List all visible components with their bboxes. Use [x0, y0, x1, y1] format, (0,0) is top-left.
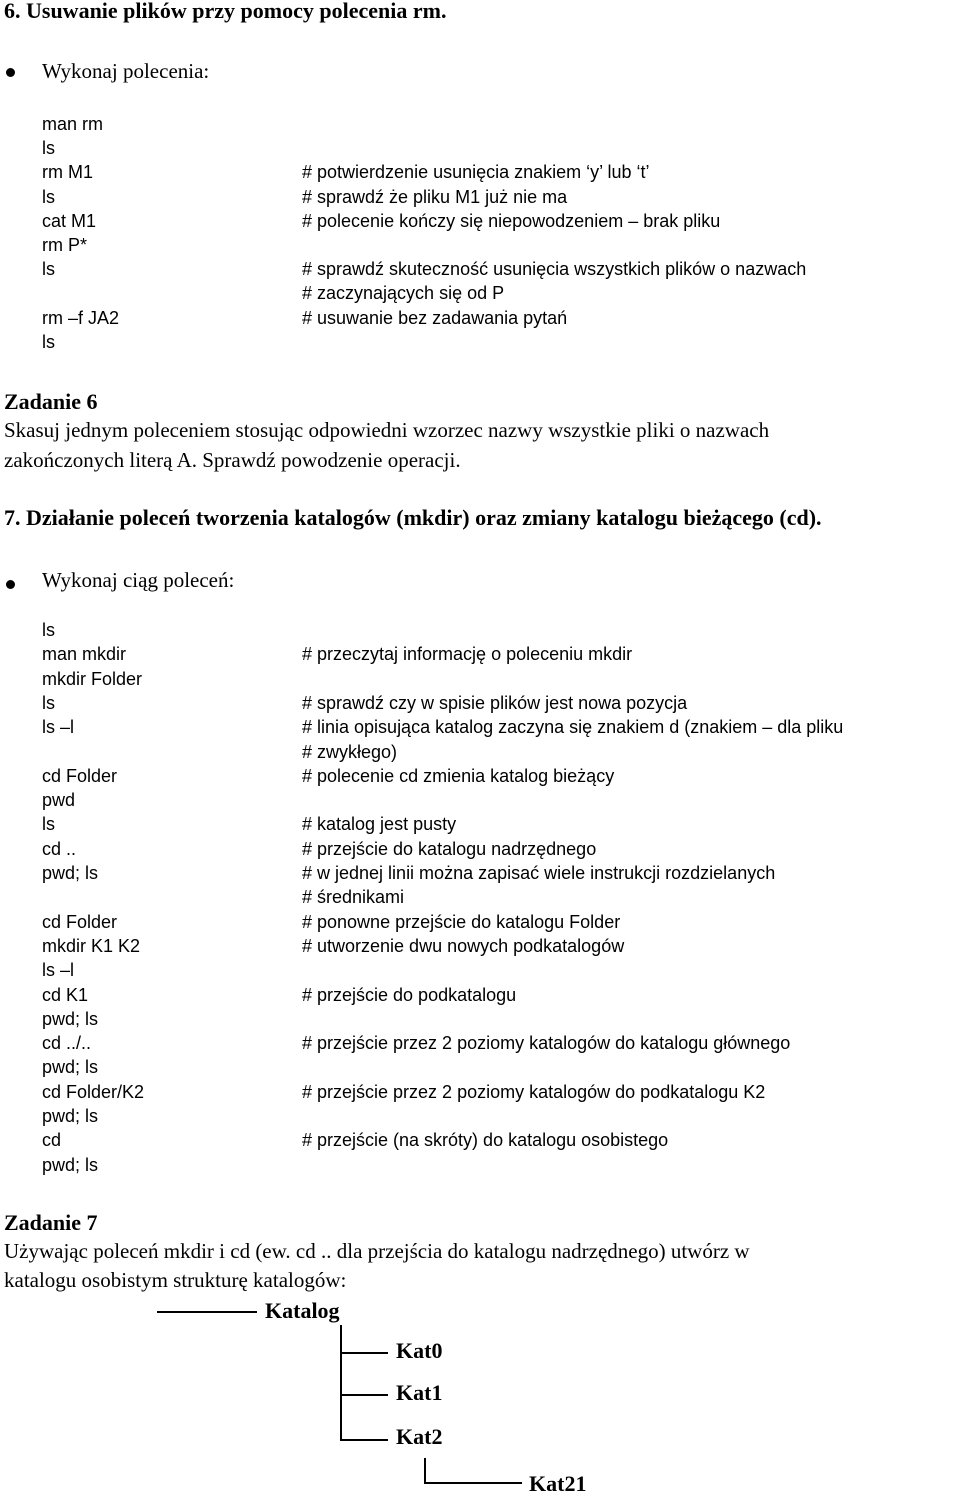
command-text: pwd; ls: [42, 1106, 99, 1126]
command-text: rm M1: [42, 162, 93, 183]
tree-connector: [424, 1482, 522, 1484]
command-comment: # sprawdź czy w spisie plików jest nowa pozycja: [302, 692, 688, 713]
zadanie-7-title: Zadanie 7: [4, 1210, 98, 1235]
tree-root-label: Katalog: [265, 1298, 340, 1323]
command-comment: # polecenie kończy się niepowodzeniem – brak pliku: [302, 210, 721, 231]
tree-child-kat1: Kat1: [396, 1380, 443, 1405]
command-text: cd: [42, 1130, 62, 1151]
command-text: mkdir Folder: [42, 668, 143, 689]
command-text: cd Folder: [42, 765, 118, 786]
command-text: ls: [42, 259, 55, 280]
command-comment: # przejście do katalogu nadrzędnego: [302, 838, 597, 859]
command-text: ls: [42, 620, 55, 640]
tree-connector: [340, 1439, 388, 1441]
zadanie-6-title: Zadanie 6: [4, 389, 98, 414]
command-comment: # zwykłego): [302, 741, 398, 762]
command-comment: # przejście przez 2 poziomy katalogów do katalogu głównego: [302, 1033, 791, 1054]
command-text: pwd: [42, 790, 76, 811]
command-comment: # sprawdź że pliku M1 już nie ma: [302, 186, 568, 207]
command-text: cat M1: [42, 210, 97, 231]
command-comment: # katalog jest pusty: [302, 814, 457, 835]
command-text: ls: [42, 331, 55, 352]
command-text: ls: [42, 814, 55, 835]
command-text: man rm: [42, 114, 104, 134]
section-6-instruction: Wykonaj polecenia:: [42, 59, 210, 83]
section-7-instruction: Wykonaj ciąg poleceń:: [42, 568, 235, 592]
command-text: pwd; ls: [42, 1057, 99, 1078]
command-comment: # przejście przez 2 poziomy katalogów do podkatalogu K2: [302, 1081, 766, 1102]
command-text: cd Folder/K2: [42, 1081, 145, 1102]
zadanie-6-line-1: Skasuj jednym poleceniem stosując odpowiedni wzorzec nazwy wszystkie pliki o nazwach: [4, 418, 770, 442]
command-comment: # linia opisująca katalog zaczyna się znakiem d (znakiem – dla pliku: [302, 717, 844, 738]
command-text: ls: [42, 692, 55, 713]
command-comment: # przeczytaj informację o poleceniu mkdir: [302, 644, 633, 665]
tree-connector: [157, 1311, 257, 1313]
tree-connector: [340, 1325, 342, 1441]
zadanie-7-line-1: Używając poleceń mkdir i cd (ew. cd .. dla przejścia do katalogu nadrzędnego) utwórz w: [4, 1239, 750, 1263]
command-text: pwd; ls: [42, 1008, 99, 1029]
command-comment: # przejście do podkatalogu: [302, 984, 517, 1005]
command-text: cd ..: [42, 838, 77, 859]
tree-grandchild-kat21: Kat21: [529, 1471, 587, 1496]
command-comment: # w jednej linii można zapisać wiele instrukcji rozdzielanych: [302, 863, 776, 883]
command-text: cd K1: [42, 984, 89, 1005]
command-text: ls: [42, 186, 55, 207]
zadanie-6-line-2: zakończonych literą A. Sprawdź powodzenie operacji.: [4, 448, 461, 472]
command-comment: # potwierdzenie usunięcia znakiem ‘y’ lub ‘t’: [302, 162, 650, 183]
command-comment: # zaczynających się od P: [302, 283, 505, 304]
command-text: pwd; ls: [42, 863, 99, 883]
zadanie-7-line-2: katalogu osobistym strukturę katalogów:: [4, 1268, 347, 1292]
command-text: mkdir K1 K2: [42, 935, 141, 956]
command-comment: # ponowne przejście do katalogu Folder: [302, 911, 621, 932]
section-6-heading: 6. Usuwanie plików przy pomocy polecenia rm.: [4, 0, 447, 23]
bullet-icon: [6, 580, 15, 589]
tree-child-kat0: Kat0: [396, 1338, 443, 1363]
command-comment: # usuwanie bez zadawania pytań: [302, 307, 568, 328]
command-text: ls –l: [42, 960, 75, 981]
tree-child-kat2: Kat2: [396, 1424, 443, 1449]
command-text: ls –l: [42, 717, 75, 738]
command-comment: # polecenie cd zmienia katalog bieżący: [302, 765, 615, 786]
command-text: ls: [42, 138, 55, 159]
command-text: man mkdir: [42, 644, 127, 665]
command-comment: # średnikami: [302, 887, 405, 908]
command-text: rm P*: [42, 235, 87, 255]
command-text: cd Folder: [42, 911, 118, 932]
bullet-icon: [6, 68, 15, 77]
command-comment: # sprawdź skuteczność usunięcia wszystkich plików o nazwach: [302, 259, 807, 280]
tree-connector: [340, 1394, 388, 1396]
command-text: pwd; ls: [42, 1154, 99, 1175]
command-text: cd ../..: [42, 1033, 92, 1054]
command-comment: # utworzenie dwu nowych podkatalogów: [302, 935, 625, 956]
command-comment: # przejście (na skróty) do katalogu osobistego: [302, 1130, 669, 1151]
command-text: rm –f JA2: [42, 307, 120, 328]
tree-connector: [340, 1352, 388, 1354]
section-7-heading: 7. Działanie poleceń tworzenia katalogów (mkdir) oraz zmiany katalogu bieżącego (cd).: [4, 505, 822, 530]
tree-connector: [424, 1458, 426, 1483]
